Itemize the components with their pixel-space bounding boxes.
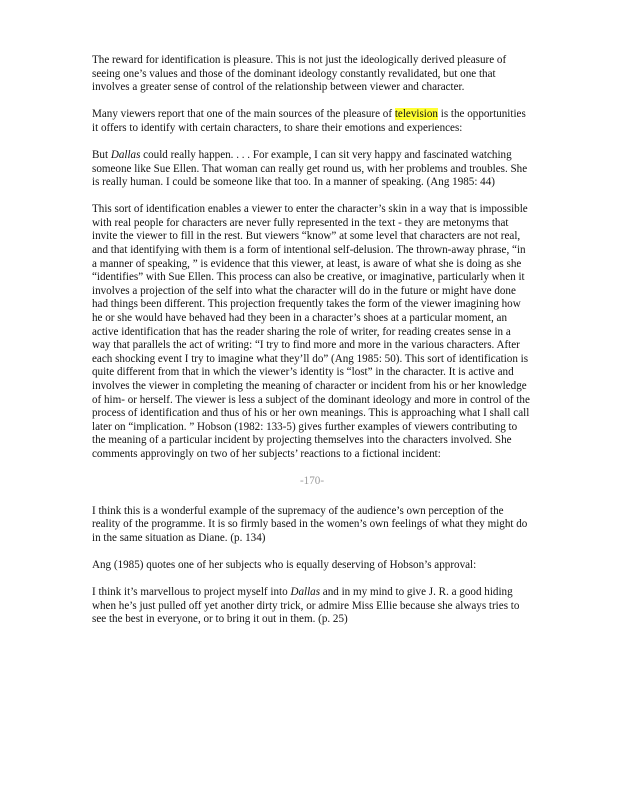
paragraph-ang-quotes: Ang (1985) quotes one of her subjects who is equally deserving of Hobson’s approval: [92,558,477,571]
block-quote-ang-25 [92,586,532,627]
quote-lead: But [92,148,111,161]
quote-text: and in my mind to give J. R. a good hiding when he’s just pulled off yet another dirty trick, or admire Miss Ellie because she always tries to see the best in everyone, or to bring it out in them. (p. 25) [92,586,520,626]
quote-text: could really happen. . . . For example, I can sit very happy and fascinated watching someone like Sue Ellen. That woman can really get round us, with her problems and troubles. She is really human. I could be someone like that too. In a manner of speaking. (Ang 1985: 44) [92,148,528,189]
paragraph-viewers-report [92,108,532,135]
text-after-highlight: is the opportunities it offers to identify with certain characters, to share their emotions and experiences: [92,108,526,134]
show-title: Dallas [110,148,141,161]
text-before-highlight: Many viewers report that one of the main sources of the pleasure of [92,108,395,121]
page-number: -170- [299,475,325,488]
document-page [92,54,532,640]
paragraph-reward: The reward for identification is pleasure. This is not just the ideologically derived pleasure of seeing one’s values and those of the dominant ideology constantly revalidated, but one that involves a greater sense of control of the relationship between viewer and character. [92,54,507,94]
block-quote-ang-44 [92,149,532,190]
paragraph-identification: This sort of identification enables a viewer to enter the character’s skin in a way that is impossible with real people for characters are never fully represented in the text - they are metonyms that invite the viewer to fill in the rest. But viewers “know” at some level that characters are not real, and that identifying with them is a form of intentional self-delusion. The thrown-away phrase, “in a manner of speaking, ” is evidence that this viewer, at least, is aware of what she is doing as she “identifies” with Sue Ellen. This process can also be creative, or imaginative, particularly when it involves a projection of the self into what the character will do in the future or might have done had things been different. This projection frequently takes the form of the viewer imagining how he or she would have behaved had they been in a character’s shoes at a particular moment, an active identification that has the reader sharing the role of writer, for reading creates sense in a way that parallels the act of writing: “I try to find more and more in the various characters. After each shocking event I try to imagine what they’ll do” (Ang 1985: 50). This sort of identification is quite different from that in which the viewer’s identity is “lost” in the character. It is active and involves the viewer in completing the meaning of character or incident from his or her knowledge of him- or herself. The viewer is less a subject of the dominant ideology and more in control of the process of identification and thus of his or her own meanings. This is approaching what I shall call later on “implication. ” Hobson (1982: 133-5) gives further examples of viewers contributing to the meaning of a particular incident by projecting themselves into the characters involved. She comments approvingly on two of her subjects’ reactions to a fictional incident: [92,203,530,460]
show-title: Dallas [290,586,321,598]
quote-lead: I think it’s marvellous to project myself into [92,586,291,598]
block-quote-hobson: I think this is a wonderful example of the supremacy of the audience’s own perception of the reality of the programme. It is so firmly based in the women’s own feelings of what they might do in the same situation as Diane. (p. 134) [92,504,528,544]
highlighted-term: television [394,108,438,121]
